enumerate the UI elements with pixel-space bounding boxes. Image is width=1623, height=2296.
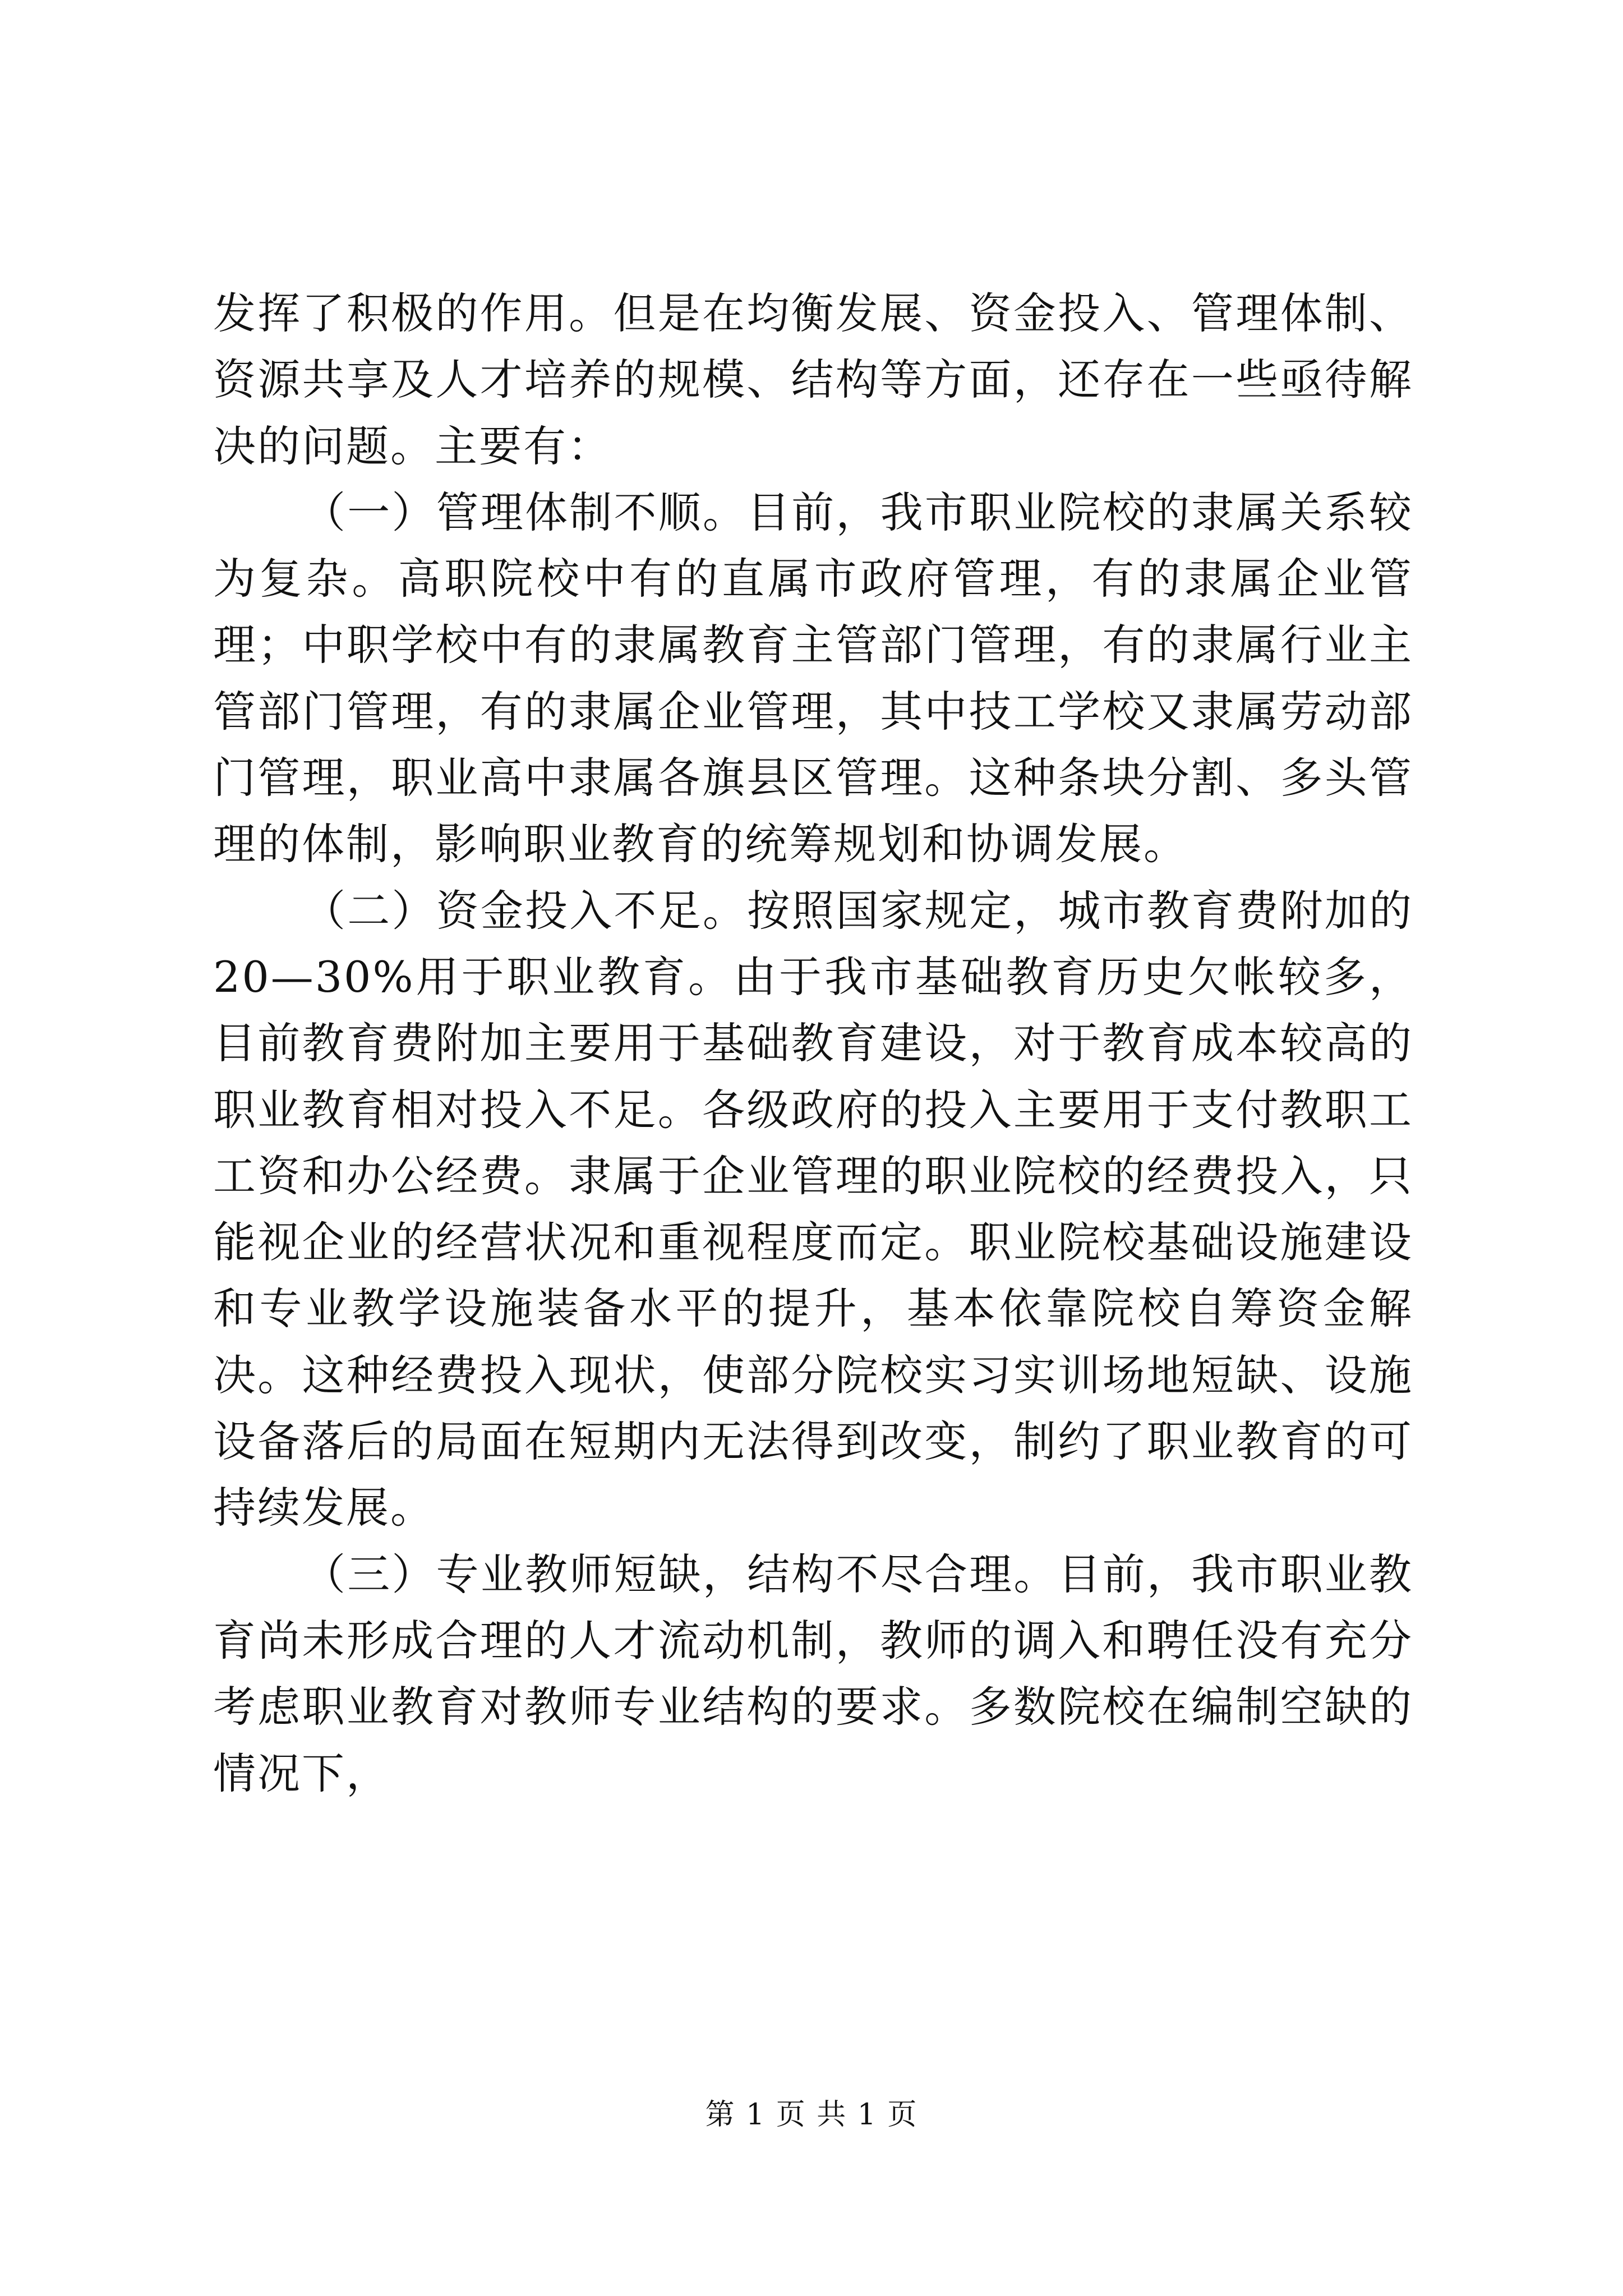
document-body: [213, 280, 1413, 1807]
paragraph-continuation: 发挥了积极的作用。但是在均衡发展、资金投入、管理体制、资源共享及人才培养的规模、结构等方面，还存在一些亟待解决的问题。主要有：: [213, 288, 1413, 471]
page-footer: 第 1 页 共 1 页: [705, 2098, 918, 2132]
paragraph-management-system: （一）管理体制不顺。目前，我市职业院校的隶属关系较为复杂。高职院校中有的直属市政府管理，有的隶属企业管理；中职学校中有的隶属教育主管部门管理，有的隶属行业主管部门管理，有的隶属企业管理，其中技工学校又隶属劳动部门管理，职业高中隶属各旗县区管理。这种条块分割、多头管理的体制，影响职业教育的统筹规划和协调发展。: [213, 487, 1413, 869]
paragraph-teachers: （三）专业教师短缺，结构不尽合理。目前，我市职业教育尚未形成合理的人才流动机制，教师的调入和聘任没有充分考虑职业教育对教师专业结构的要求。多数院校在编制空缺的情况下，: [213, 1549, 1413, 1798]
paragraph-funding: （二）资金投入不足。按照国家规定，城市教育费附加的20—30%用于职业教育。由于我市基础教育历史欠帐较多，目前教育费附加主要用于基础教育建设，对于教育成本较高的职业教育相对投入不足。各级政府的投入主要用于支付教职工工资和办公经费。隶属于企业管理的职业院校的经费投入，只能视企业的经营状况和重视程度而定。职业院校基础设施建设和专业教学设施装备水平的提升，基本依靠院校自筹资金解决。这种经费投入现状，使部分院校实习实训场地短缺、设施设备落后的局面在短期内无法得到改变，制约了职业教育的可持续发展。: [213, 885, 1413, 1533]
